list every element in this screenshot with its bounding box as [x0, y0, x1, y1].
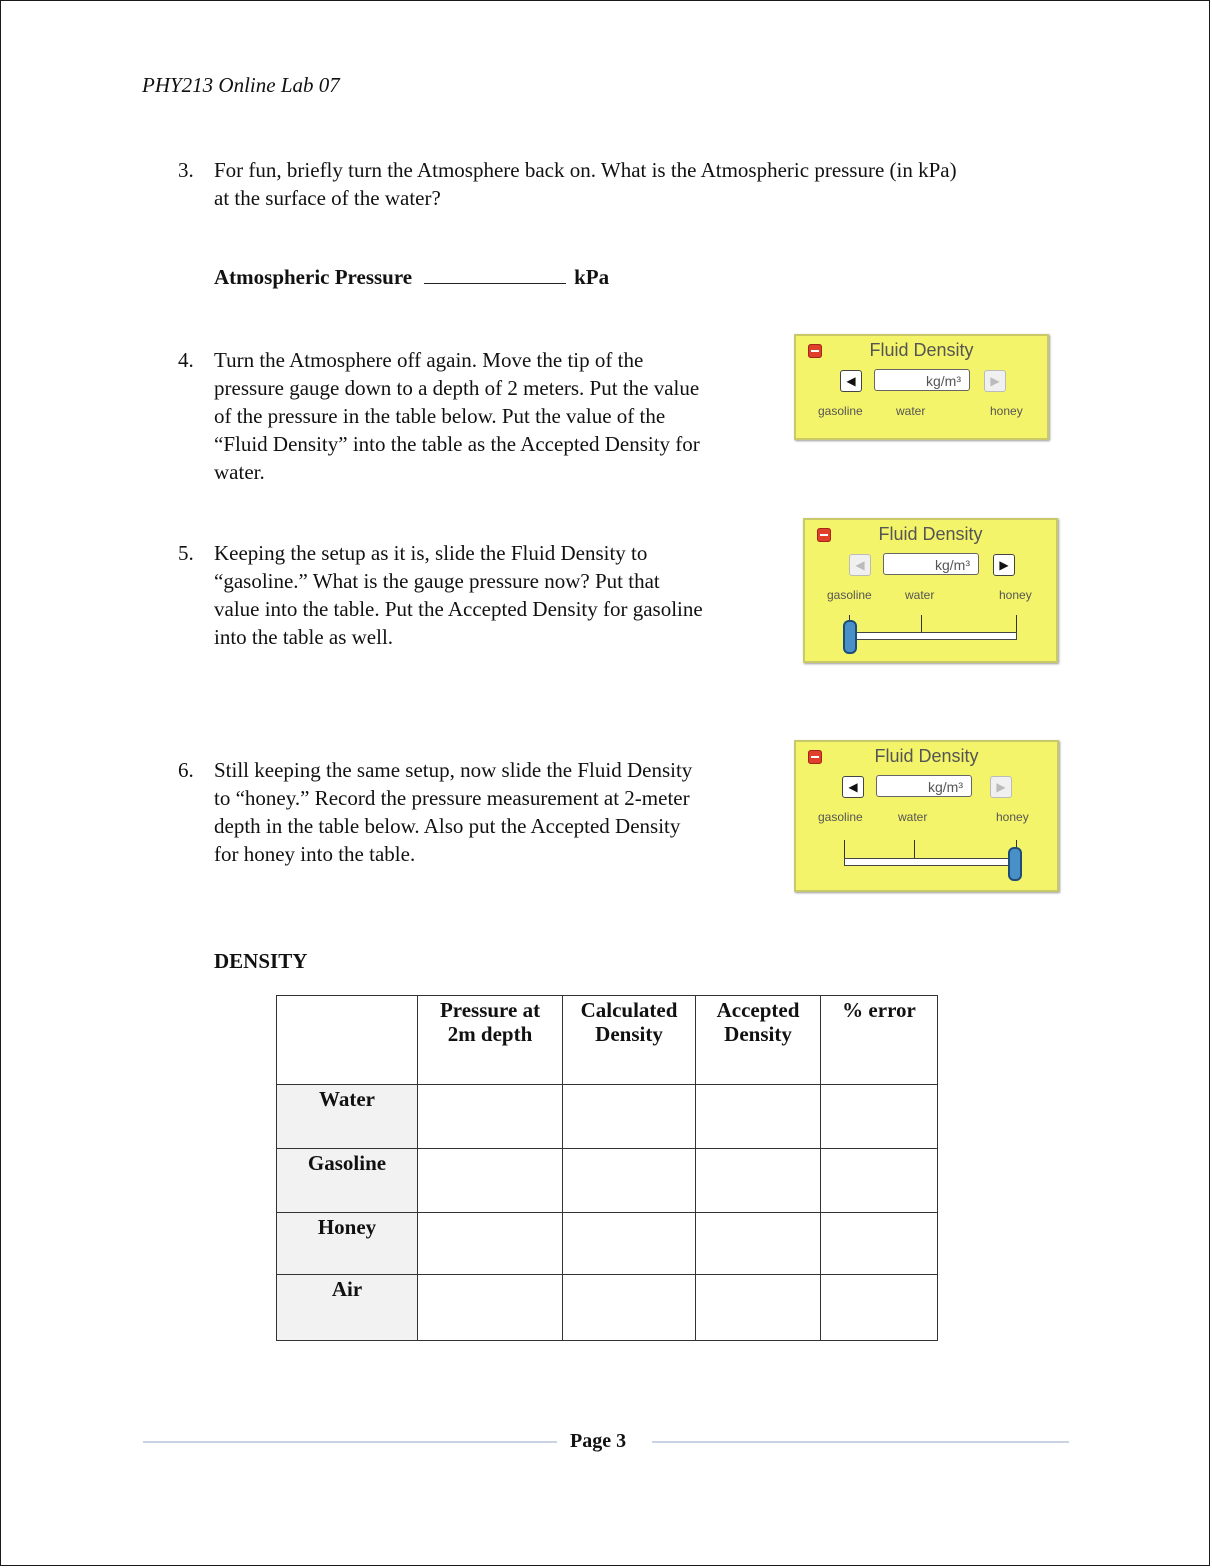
- table-cell[interactable]: [821, 1085, 938, 1149]
- density-slider-thumb[interactable]: [843, 620, 857, 654]
- density-slider-track[interactable]: [849, 632, 1017, 640]
- question-3: [178, 156, 1078, 216]
- header-pressure: Pressure at 2m depth: [418, 996, 563, 1085]
- footer-divider-right: [652, 1441, 1069, 1443]
- question-line: water.: [214, 460, 265, 484]
- density-section-title: DENSITY: [214, 949, 308, 973]
- question-line: For fun, briefly turn the Atmosphere back on. What is the Atmospheric pressure (in kPa): [214, 158, 957, 182]
- arrow-left-icon[interactable]: ◀: [842, 776, 864, 798]
- atmospheric-pressure-label: Atmospheric Pressure: [214, 265, 413, 289]
- density-table: [276, 995, 938, 1341]
- question-number: 4.: [178, 348, 194, 372]
- header-calculated-density: Calculated Density: [563, 996, 696, 1085]
- density-value-field[interactable]: kg/m³: [874, 369, 970, 391]
- table-cell[interactable]: [563, 1149, 696, 1213]
- widget-title: Fluid Density: [869, 340, 974, 360]
- arrow-right-icon[interactable]: ▶: [993, 554, 1015, 576]
- table-cell[interactable]: [696, 1213, 821, 1275]
- fluid-density-widget-2: [803, 518, 1058, 663]
- header-cell-empty: [277, 996, 418, 1085]
- arrow-right-icon[interactable]: ▶: [984, 370, 1006, 392]
- row-label-air: Air: [277, 1275, 418, 1341]
- question-line: “Fluid Density” into the table as the Accepted Density for: [214, 432, 700, 456]
- question-line: Turn the Atmosphere off again. Move the tip of the: [214, 348, 644, 372]
- table-cell[interactable]: [418, 1085, 563, 1149]
- header-accepted-density: Accepted Density: [696, 996, 821, 1085]
- table-cell[interactable]: [563, 1213, 696, 1275]
- question-line: pressure gauge down to a depth of 2 meters. Put the value: [214, 376, 700, 400]
- row-label-water: Water: [277, 1085, 418, 1149]
- label-water: water: [905, 588, 935, 602]
- table-header-row: [277, 996, 938, 1085]
- fluid-density-widget-3: [794, 740, 1059, 892]
- question-line: to “honey.” Record the pressure measurement at 2-meter: [214, 786, 690, 810]
- table-cell[interactable]: [821, 1275, 938, 1341]
- table-cell[interactable]: [418, 1275, 563, 1341]
- fluid-density-widget-1: [794, 334, 1049, 440]
- widget-title: Fluid Density: [874, 746, 979, 766]
- footer-divider-left: [143, 1441, 557, 1443]
- table-cell[interactable]: [821, 1149, 938, 1213]
- density-value-field[interactable]: kg/m³: [883, 553, 979, 575]
- table-cell[interactable]: [418, 1213, 563, 1275]
- label-water: water: [896, 404, 926, 418]
- question-line: “gasoline.” What is the gauge pressure now? Put that: [214, 569, 660, 593]
- label-gasoline: gasoline: [818, 404, 863, 418]
- arrow-left-icon[interactable]: ◀: [849, 554, 871, 576]
- question-4: [178, 346, 778, 491]
- question-line: value into the table. Put the Accepted Density for gasoline: [214, 597, 703, 621]
- table-cell[interactable]: [563, 1275, 696, 1341]
- table-cell[interactable]: [696, 1085, 821, 1149]
- question-line: depth in the table below. Also put the Accepted Density: [214, 814, 681, 838]
- row-label-honey: Honey: [277, 1213, 418, 1275]
- page-number: Page 3: [570, 1430, 627, 1452]
- table-row: [277, 1275, 938, 1341]
- label-gasoline: gasoline: [818, 810, 863, 824]
- density-slider-track[interactable]: [844, 858, 1017, 866]
- question-line: at the surface of the water?: [214, 186, 441, 210]
- label-honey: honey: [996, 810, 1029, 824]
- table-row: [277, 1149, 938, 1213]
- table-cell[interactable]: [696, 1275, 821, 1341]
- atmospheric-pressure-line: [214, 265, 609, 290]
- page-header: PHY213 Online Lab 07: [142, 73, 340, 97]
- question-5: [178, 539, 788, 654]
- arrow-left-icon[interactable]: ◀: [840, 370, 862, 392]
- question-6: [178, 756, 778, 871]
- question-line: Keeping the setup as it is, slide the Fluid Density to: [214, 541, 648, 565]
- question-line: Still keeping the same setup, now slide the Fluid Density: [214, 758, 693, 782]
- label-gasoline: gasoline: [827, 588, 872, 602]
- label-water: water: [898, 810, 928, 824]
- question-line: of the pressure in the table below. Put the value of the: [214, 404, 666, 428]
- table-row: [277, 1085, 938, 1149]
- slider-end-tick: [844, 840, 845, 860]
- label-honey: honey: [999, 588, 1032, 602]
- atmospheric-pressure-unit: kPa: [574, 265, 610, 289]
- table-cell[interactable]: [418, 1149, 563, 1213]
- widget-title: Fluid Density: [878, 524, 983, 544]
- question-number: 6.: [178, 758, 194, 782]
- question-number: 3.: [178, 158, 194, 182]
- slider-tick-water: [914, 840, 915, 860]
- density-value-field[interactable]: kg/m³: [876, 775, 972, 797]
- answer-blank[interactable]: [424, 265, 566, 284]
- table-cell[interactable]: [696, 1149, 821, 1213]
- arrow-right-icon[interactable]: ▶: [990, 776, 1012, 798]
- header-percent-error: % error: [821, 996, 938, 1085]
- row-label-gasoline: Gasoline: [277, 1149, 418, 1213]
- table-cell[interactable]: [563, 1085, 696, 1149]
- table-cell[interactable]: [821, 1213, 938, 1275]
- label-honey: honey: [990, 404, 1023, 418]
- question-number: 5.: [178, 541, 194, 565]
- question-line: into the table as well.: [214, 625, 394, 649]
- question-line: for honey into the table.: [214, 842, 416, 866]
- table-row: [277, 1213, 938, 1275]
- density-slider-thumb[interactable]: [1008, 847, 1022, 881]
